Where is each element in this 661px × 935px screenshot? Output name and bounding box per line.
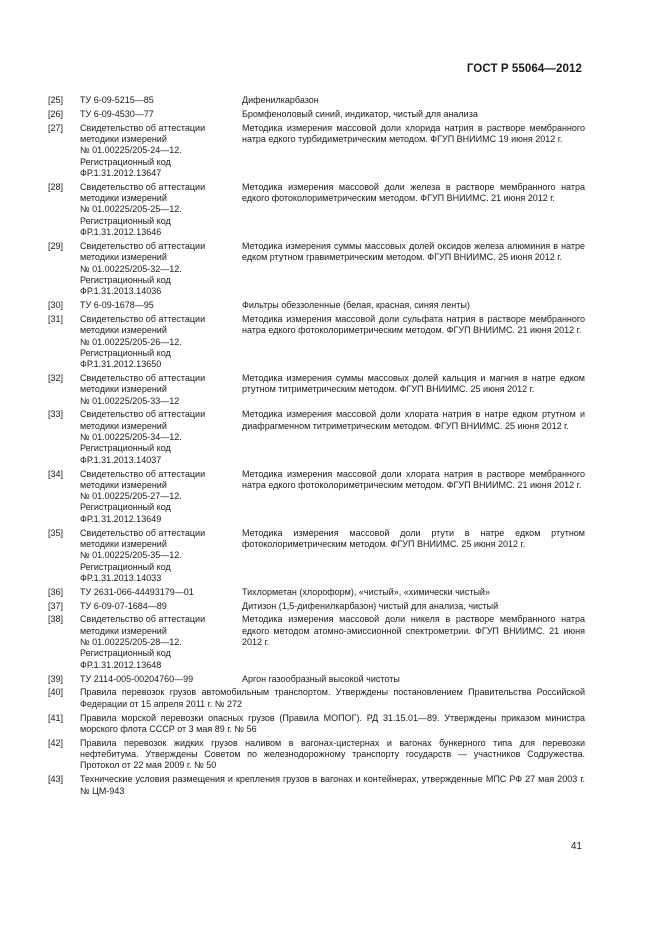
page-number: 41	[570, 841, 582, 852]
reference-code	[80, 601, 242, 612]
reference-number: [34]	[48, 468, 64, 479]
reference-code	[80, 95, 242, 106]
reference-number: [30]	[48, 300, 64, 311]
reference-code	[80, 409, 242, 465]
reference-code	[80, 587, 242, 598]
reference-number: [43]	[48, 774, 64, 785]
reference-code-line: Свидетельство об аттестации	[80, 372, 206, 383]
reference-item	[48, 109, 585, 120]
reference-number: [36]	[48, 586, 64, 597]
reference-number: [41]	[48, 712, 64, 723]
reference-code-line: ФР.1.31.2012.13650	[80, 359, 162, 370]
reference-description: Методика измерения суммы массовых долей оксидов железа алюминия в натре едком ртутном гравиметрическим методом. ФГУП ВНИИМС. 25 июня 2012 г.	[242, 240, 585, 263]
reference-code-line: ФР.1.31.2012.13649	[80, 513, 162, 524]
reference-item	[48, 774, 585, 797]
reference-code-line: Регистрационный код	[80, 561, 171, 572]
reference-code-line: методики измерений	[80, 538, 167, 549]
reference-description: Дифенилкарбазон	[242, 95, 319, 105]
reference-code-line: ТУ 6-09-4530—77	[80, 108, 154, 119]
reference-code-line: Свидетельство об аттестации	[80, 409, 206, 420]
reference-code-line: ТУ 6-09-1678—95	[80, 300, 154, 311]
reference-code-line: методики измерений	[80, 384, 167, 395]
reference-code-line: Регистрационный код	[80, 502, 171, 513]
reference-item	[48, 241, 585, 297]
reference-code-line: № 01.00225/205-33—12	[80, 395, 180, 406]
reference-number: [25]	[48, 95, 64, 105]
reference-code-line: ТУ 2114-005-00204760—99	[80, 673, 194, 684]
reference-code-line: Регистрационный код	[80, 274, 171, 285]
reference-number: [33]	[48, 409, 64, 420]
reference-number: [38]	[48, 614, 64, 625]
reference-code-line: № 01.00225/205-24—12.	[80, 145, 182, 156]
reference-code	[80, 300, 242, 311]
reference-item	[48, 123, 585, 179]
reference-code-line: методики измерений	[80, 479, 167, 490]
reference-code	[80, 373, 242, 407]
reference-code-line: № 01.00225/205-34—12.	[80, 432, 182, 443]
reference-code-line: ФР.1.31.2013.14037	[80, 454, 162, 465]
reference-item	[48, 528, 585, 584]
reference-description: Методика измерения массовой доли железа в растворе мембранного натра едкого фотоколориметрическим методом. ФГУП ВНИИМС. 21 июня 2012 г.	[242, 181, 585, 204]
reference-description: Фильтры обеззоленные (белая, красная, синяя ленты)	[242, 300, 470, 311]
reference-item	[48, 674, 585, 685]
reference-code-line: Свидетельство об аттестации	[80, 122, 206, 133]
reference-text: Правила перевозок жидких грузов наливом в вагонах-цистернах и вагонах бункерного типа для перевозки нефтебитума. Утверждены Советом по железнодорожному транспорту государств — участников Содружества. Протокол от 22 мая 2009 г. № 50	[80, 737, 585, 771]
reference-item	[48, 614, 585, 670]
reference-text: Правила морской перевозки опасных грузов (Правила МОПОГ). РД 31.15.01—89. Утверждены приказом министра морского флота СССР от 3 мая 89 г. № 56	[80, 712, 585, 734]
reference-code	[80, 314, 242, 370]
reference-code	[80, 528, 242, 584]
reference-number: [39]	[48, 673, 64, 684]
reference-code-line: методики измерений	[80, 325, 167, 336]
reference-code	[80, 109, 242, 120]
reference-code-line: Свидетельство об аттестации	[80, 468, 206, 479]
reference-number: [28]	[48, 181, 64, 192]
reference-code-line: Регистрационный код	[80, 648, 171, 659]
reference-code-line: ФР.1.31.2012.13648	[80, 659, 162, 670]
reference-code-line: № 01.00225/205-26—12.	[80, 336, 182, 347]
reference-description: Методика измерения массовой доли хлората натрия в растворе мембранного натра едкого фотоколориметрическим методом. ФГУП ВНИИМС. 21 июня 2012 г.	[242, 468, 585, 490]
reference-code	[80, 123, 242, 179]
reference-description: Методика измерения массовой доли хлората натрия в натре едком ртутном и диафрагменном титриметрическим методом. ФГУП ВНИИМС. 25 июня 2012 г.	[242, 409, 585, 431]
reference-item	[48, 314, 585, 370]
reference-item	[48, 738, 585, 772]
reference-description: Бромфеноловый синий, индикатор, чистый для анализа	[242, 108, 478, 119]
reference-description: Тихлорметан (хлороформ), «чистый», «химически чистый»	[242, 586, 490, 597]
reference-item	[48, 95, 585, 106]
reference-code-line: Регистрационный код	[80, 443, 171, 454]
reference-text: Технические условия размещения и крепления грузов в вагонах и контейнерах, утвержденные МПС РФ 27 мая 2003 г. № ЦМ-943	[80, 774, 585, 796]
reference-text: Правила перевозок грузов автомобильным транспортом. Утверждены постановлением Правительства Российской Федерации от 15 апреля 2011 г. № 272	[80, 687, 585, 709]
reference-description: Методика измерения массовой доли ртути в натре едком ртутном фотоколориметрическим методом. ФГУП ВНИИМС. 25 июня 2012 г.	[242, 527, 585, 549]
reference-code-line: Регистрационный код	[80, 215, 171, 226]
reference-item	[48, 300, 585, 311]
reference-item	[48, 409, 585, 465]
reference-code-line: ФР.1.31.2012.13646	[80, 227, 162, 238]
reference-number: [40]	[48, 687, 64, 698]
reference-code	[80, 614, 242, 670]
reference-code-line: № 01.00225/205-27—12.	[80, 491, 182, 502]
reference-code-line: Регистрационный код	[80, 347, 171, 358]
reference-description: Методика измерения массовой доли хлорида натрия в растворе мембранного натра едкого турбидиметрическим методом. ФГУП ВНИИМС 19 июня 2012 г.	[242, 122, 585, 145]
reference-code-line: Свидетельство об аттестации	[80, 240, 206, 251]
reference-number: [35]	[48, 527, 64, 538]
reference-code	[80, 241, 242, 297]
reference-code-line: методики измерений	[80, 252, 167, 263]
reference-code-line: Свидетельство об аттестации	[80, 527, 206, 538]
reference-item	[48, 601, 585, 612]
reference-code-line: методики измерений	[80, 625, 167, 636]
reference-number: [42]	[48, 737, 64, 748]
reference-code-line: № 01.00225/205-28—12.	[80, 637, 182, 648]
reference-code-line: Свидетельство об аттестации	[80, 181, 206, 192]
reference-item	[48, 587, 585, 598]
reference-description: Методика измерения суммы массовых долей кальция и магния в натре едком ртутном титриметрическим методом. ФГУП ВНИИМС. 25 июня 2012 г.	[242, 372, 585, 395]
reference-code-line: Свидетельство об аттестации	[80, 313, 206, 324]
reference-code-line: № 01.00225/205-32—12.	[80, 263, 182, 274]
reference-code	[80, 182, 242, 238]
reference-code-line: Регистрационный код	[80, 156, 171, 167]
reference-code-line: ТУ 2631-066-44493179—01	[80, 586, 194, 597]
reference-number: [27]	[48, 122, 64, 133]
reference-code-line: № 01.00225/205-35—12.	[80, 550, 182, 561]
reference-description: Аргон газообразный высокой чистоты	[242, 673, 400, 684]
reference-code-line: ТУ 6-09-5215—85	[80, 95, 154, 105]
reference-code-line: ФР.1.31.2012.13647	[80, 167, 162, 178]
reference-code-line: ФР.1.31.2013.14036	[80, 286, 162, 297]
reference-item	[48, 182, 585, 238]
reference-code-line: методики измерений	[80, 134, 167, 145]
reference-description: Методика измерения массовой доли сульфата натрия в растворе мембранного натра едкого фотоколориметрическим методом. ФГУП ВНИИМС. 21 июня 2012 г.	[242, 313, 585, 336]
reference-number: [37]	[48, 600, 64, 611]
reference-code	[80, 469, 242, 525]
reference-item	[48, 373, 585, 407]
reference-description: Методика измерения массовой доли никеля в растворе мембранного натра едкого методом атомно-эмиссионной спектрометрии. ФГУП ВНИИМС. 21 июня 2012 г.	[242, 614, 585, 648]
reference-item	[48, 713, 585, 736]
reference-number: [32]	[48, 372, 64, 383]
reference-code-line: № 01.00225/205-25—12.	[80, 204, 182, 215]
reference-number: [31]	[48, 313, 64, 324]
reference-item	[48, 469, 585, 525]
reference-code	[80, 674, 242, 685]
reference-item	[48, 687, 585, 710]
reference-code-line: Свидетельство об аттестации	[80, 614, 206, 625]
reference-number: [26]	[48, 108, 64, 119]
reference-list	[48, 95, 585, 800]
reference-code-line: методики измерений	[80, 420, 167, 431]
document-code: ГОСТ Р 55064—2012	[466, 63, 582, 75]
reference-code-line: методики измерений	[80, 193, 167, 204]
reference-code-line: ТУ 6-09-07-1684—89	[80, 600, 167, 611]
reference-number: [29]	[48, 240, 64, 251]
reference-code-line: ФР.1.31.2013.14033	[80, 572, 162, 583]
reference-description: Дитизон (1,5-дифенилкарбазон) чистый для анализа, чистый	[242, 600, 499, 611]
